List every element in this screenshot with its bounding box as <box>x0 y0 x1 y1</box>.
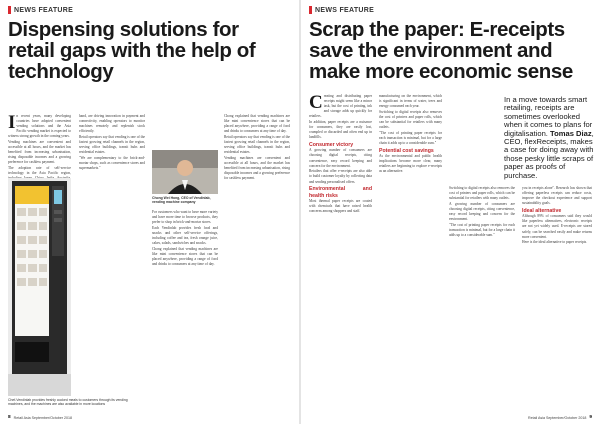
article-headline: Scrap the paper: E-receipts save the environment and make more economic sense <box>309 18 573 83</box>
vending-machine-image <box>8 178 71 396</box>
paragraph: As the environmental and public health implications become more clear, many retailers are beginning to explore e-receipts as an alternative. <box>379 154 442 174</box>
text-column-2 <box>379 94 442 396</box>
paragraph: Retailers that offer e-receipts are also able to build customer loyalty by collecting data and sending personalised offers. <box>309 169 372 184</box>
portrait-photo <box>152 150 218 194</box>
text-column-3 <box>152 210 218 396</box>
section-label-text: NEWS FEATURE <box>315 6 375 14</box>
text-column-4 <box>224 114 290 396</box>
paragraph: Creating and distributing paper receipts might seem like a minor task, but the cost of printing, ink and storage adds up quickly for retailers. <box>309 92 372 119</box>
text-column-2 <box>79 114 145 396</box>
paragraph: you in receipts alone". Research has shown that offering paperless receipts can reduce costs, improve the checkout experience and support sustainability goals. <box>522 186 592 206</box>
paragraph: Retail operators say that vending is one of the fastest growing retail channels in the region, serving office buildings, transit hubs and residential estates. <box>79 134 145 155</box>
dropcap: I <box>8 112 16 133</box>
paragraph: For customers who want to have more variety and have more time to browse products, they prefer to shop in brick-and-mortar stores. <box>152 210 218 225</box>
paragraph: Switching to digital receipts also removes the cost of printers and paper rolls, which can be substantial for retailers with many outlets. <box>449 186 515 201</box>
page-number: 8 <box>8 415 11 420</box>
section-marker <box>8 6 11 14</box>
subheading: Environmental and health risks <box>309 186 372 199</box>
paragraph: In recent years, many developing countries have adopted convenient vending solutions and the Asia Pacific vending market is expected to witness strong growth in the coming years. <box>8 112 71 139</box>
footer-text: Retail Asia September/October 2018 <box>527 415 587 420</box>
paragraph: "The cost of printing paper receipts for each transaction is minimal, but for a large chain it adds up to a considerable sum." <box>449 222 515 238</box>
pull-quote <box>504 96 594 180</box>
page-footer <box>8 415 72 420</box>
paragraph: Most thermal paper receipts are coated with chemicals that have raised health concerns among shoppers and staff. <box>309 198 372 214</box>
section-label <box>309 5 374 15</box>
paragraph: Here is the ideal alternative to paper receipts. <box>522 240 588 245</box>
paragraph: Switching to digital receipts also removes the cost of printers and paper rolls, which can be substantial for retailers with many outlets. <box>379 109 442 130</box>
paragraph: Vending machines are convenient and accessible at all hours, and the market has benefited from increasing urbanisation, rising disposable incomes and a growing preference for cashless payment. <box>224 155 290 181</box>
portrait-image <box>152 150 218 194</box>
page-footer <box>528 415 592 420</box>
photo-caption: Chef-Vendinlab provides freshly cooked meals to customers through its vending machines, and the machines are also available in more locations <box>8 398 128 407</box>
footer-text: Retail Asia September/October 2018 <box>13 415 73 420</box>
text-column-3 <box>449 186 515 396</box>
paragraph: manufacturing on the environment, which is significant in terms of water, trees and energy consumed each year. <box>379 94 442 109</box>
page-number: 9 <box>589 415 592 420</box>
pull-quote-role: , CEO, flexReceipts, makes a case for doing away with those pesky little scraps of paper as proofs of purchase. <box>504 128 594 180</box>
portrait-caption: Chong Wei Hong, CEO of Vendinlab, vending machine company <box>152 196 211 205</box>
text-column-1 <box>309 94 372 396</box>
left-page <box>0 0 299 424</box>
right-page <box>301 0 600 424</box>
text-column-1 <box>8 114 71 176</box>
article-headline: Dispensing solutions for retail gaps with the help of technology <box>8 18 256 83</box>
paragraph: Chong explained that vending machines are like mini convenience stores that can be placed anywhere, providing a range of food and drinks to consumers at any time of day. <box>152 246 218 267</box>
text-column-4 <box>522 186 592 396</box>
paragraph: Vending machines are convenient and accessible at all hours, and the market has benefited from increasing urbanisation, rising disposable incomes and a growing preference for cashless payment. <box>8 140 71 165</box>
section-label <box>8 5 73 15</box>
paragraph: Chong explained that vending machines are like mini convenience stores that can be placed anywhere, providing a range of food and drinks to consumers at any time of day. <box>224 114 290 134</box>
section-marker <box>309 6 312 14</box>
pull-quote-lead: In a move towards smart retailing, receipts are sometimes overlooked when it comes to plans for digitalisation. <box>504 95 593 138</box>
pull-quote-name: Tomas Diaz <box>550 128 592 138</box>
paragraph: "The cost of printing paper receipts for each transaction is minimal, but for a large chain it adds up to a considerable sum." <box>379 130 442 146</box>
subheading: Consumer victory <box>309 141 354 148</box>
paragraph: "We are complementary to the brick-and-mortar shops, such as convenience stores and supermarkets." <box>79 155 145 171</box>
paragraph: Although 89% of consumers said they would like paperless alternatives, electronic receipts are not yet widely used. E-receipts are stored safely, can be searched easily and make returns more convenient. <box>522 214 592 239</box>
paragraph: Retail operators say that vending is one of the fastest growing retail channels in the region, serving office buildings, transit hubs and residential estates. <box>224 134 290 155</box>
paragraph: In addition, paper receipts are a nuisance for consumers, they are easily lost, crumpled or discarded and often end up in landfills. <box>309 120 372 140</box>
paragraph: A growing number of consumers are choosing digital receipts, citing convenience, easy record keeping and concern for the environment. <box>309 148 372 168</box>
vending-machine-photo <box>8 178 71 396</box>
paragraph: A growing number of consumers are choosing digital receipts, citing convenience, easy record keeping and concern for the environment. <box>449 201 515 222</box>
dropcap: C <box>309 92 323 113</box>
paragraph: Each Vendinlab provides fresh food and snacks and other self-service offerings, including coffee and tea, fresh orange juice, cakes, salads, sandwiches and snacks. <box>152 225 218 246</box>
section-label-text: NEWS FEATURE <box>14 6 74 14</box>
paragraph: The adoption rate of self-service technology in the Asia Pacific region, <box>8 166 71 176</box>
subheading: Ideal alternative <box>522 207 562 214</box>
paragraph: hand, are driving innovation in payment and connectivity, enabling operators to monitor machines remotely and replenish stock efficiently. <box>79 114 145 134</box>
subheading: Potential cost savings <box>379 147 434 154</box>
